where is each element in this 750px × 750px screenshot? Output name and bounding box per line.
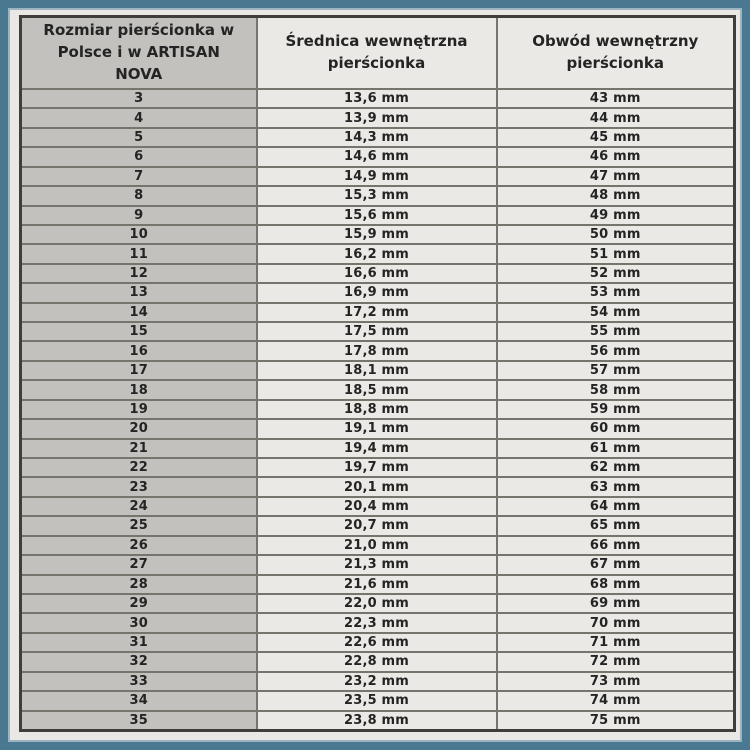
ring-size-cell: 28 <box>21 575 257 594</box>
ring-size-cell: 7 <box>21 167 257 186</box>
ring-size-cell: 17 <box>21 361 257 380</box>
circumference-cell: 47 mm <box>497 167 735 186</box>
header-inner-circumference: Obwód wewnętrzny pierścionka <box>497 17 735 90</box>
ring-size-cell: 15 <box>21 322 257 341</box>
table-row <box>21 89 735 108</box>
ring-size-cell: 26 <box>21 536 257 555</box>
ring-size-cell: 32 <box>21 652 257 671</box>
circumference-cell: 46 mm <box>497 147 735 166</box>
ring-size-cell: 11 <box>21 244 257 263</box>
table-row <box>21 497 735 516</box>
circumference-cell: 44 mm <box>497 108 735 127</box>
table-row <box>21 477 735 496</box>
table-row <box>21 419 735 438</box>
diameter-cell: 14,6 mm <box>257 147 497 166</box>
diameter-cell: 21,0 mm <box>257 536 497 555</box>
circumference-cell: 75 mm <box>497 711 735 731</box>
circumference-cell: 68 mm <box>497 575 735 594</box>
ring-size-cell: 18 <box>21 380 257 399</box>
table-row <box>21 691 735 710</box>
diameter-cell: 16,9 mm <box>257 283 497 302</box>
ring-size-cell: 4 <box>21 108 257 127</box>
table-row <box>21 186 735 205</box>
diameter-cell: 16,6 mm <box>257 264 497 283</box>
ring-size-cell: 25 <box>21 516 257 535</box>
ring-size-cell: 20 <box>21 419 257 438</box>
diameter-cell: 18,1 mm <box>257 361 497 380</box>
table-row <box>21 536 735 555</box>
diameter-cell: 23,2 mm <box>257 672 497 691</box>
circumference-cell: 72 mm <box>497 652 735 671</box>
diameter-cell: 16,2 mm <box>257 244 497 263</box>
table-row <box>21 652 735 671</box>
table-row <box>21 613 735 632</box>
diameter-cell: 22,0 mm <box>257 594 497 613</box>
ring-size-cell: 9 <box>21 206 257 225</box>
table-row <box>21 439 735 458</box>
circumference-cell: 51 mm <box>497 244 735 263</box>
circumference-cell: 56 mm <box>497 341 735 360</box>
ring-size-cell: 23 <box>21 477 257 496</box>
table-row <box>21 458 735 477</box>
diameter-cell: 15,3 mm <box>257 186 497 205</box>
circumference-cell: 64 mm <box>497 497 735 516</box>
circumference-cell: 67 mm <box>497 555 735 574</box>
circumference-cell: 59 mm <box>497 400 735 419</box>
diameter-cell: 21,6 mm <box>257 575 497 594</box>
table-row <box>21 711 735 731</box>
diameter-cell: 17,5 mm <box>257 322 497 341</box>
ring-size-cell: 22 <box>21 458 257 477</box>
table-row <box>21 167 735 186</box>
ring-size-cell: 19 <box>21 400 257 419</box>
diameter-cell: 19,7 mm <box>257 458 497 477</box>
diameter-cell: 13,6 mm <box>257 89 497 108</box>
circumference-cell: 57 mm <box>497 361 735 380</box>
circumference-cell: 70 mm <box>497 613 735 632</box>
circumference-cell: 61 mm <box>497 439 735 458</box>
ring-size-cell: 30 <box>21 613 257 632</box>
diameter-cell: 22,8 mm <box>257 652 497 671</box>
diameter-cell: 20,7 mm <box>257 516 497 535</box>
header-inner-diameter: Średnica wewnętrzna pierścionka <box>257 17 497 90</box>
ring-size-cell: 6 <box>21 147 257 166</box>
diameter-cell: 18,5 mm <box>257 380 497 399</box>
diameter-cell: 22,6 mm <box>257 633 497 652</box>
table-row <box>21 283 735 302</box>
circumference-cell: 66 mm <box>497 536 735 555</box>
diameter-cell: 23,8 mm <box>257 711 497 731</box>
ring-size-cell: 27 <box>21 555 257 574</box>
circumference-cell: 45 mm <box>497 128 735 147</box>
diameter-cell: 18,8 mm <box>257 400 497 419</box>
table-row <box>21 361 735 380</box>
ring-size-cell: 16 <box>21 341 257 360</box>
diameter-cell: 21,3 mm <box>257 555 497 574</box>
ring-size-cell: 33 <box>21 672 257 691</box>
table-row <box>21 147 735 166</box>
circumference-cell: 49 mm <box>497 206 735 225</box>
circumference-cell: 65 mm <box>497 516 735 535</box>
diameter-cell: 19,1 mm <box>257 419 497 438</box>
ring-size-cell: 21 <box>21 439 257 458</box>
ring-size-cell: 10 <box>21 225 257 244</box>
table-row <box>21 555 735 574</box>
table-row <box>21 206 735 225</box>
table-row <box>21 322 735 341</box>
table-row <box>21 516 735 535</box>
diameter-cell: 20,4 mm <box>257 497 497 516</box>
circumference-cell: 69 mm <box>497 594 735 613</box>
circumference-cell: 74 mm <box>497 691 735 710</box>
table-row <box>21 108 735 127</box>
diameter-cell: 19,4 mm <box>257 439 497 458</box>
circumference-cell: 63 mm <box>497 477 735 496</box>
circumference-cell: 73 mm <box>497 672 735 691</box>
circumference-cell: 52 mm <box>497 264 735 283</box>
diameter-cell: 14,9 mm <box>257 167 497 186</box>
diameter-cell: 14,3 mm <box>257 128 497 147</box>
table-row <box>21 128 735 147</box>
circumference-cell: 71 mm <box>497 633 735 652</box>
circumference-cell: 53 mm <box>497 283 735 302</box>
diameter-cell: 23,5 mm <box>257 691 497 710</box>
ring-size-cell: 29 <box>21 594 257 613</box>
table-row <box>21 225 735 244</box>
table-row <box>21 341 735 360</box>
table-row <box>21 264 735 283</box>
ring-size-cell: 34 <box>21 691 257 710</box>
table-row <box>21 633 735 652</box>
diameter-cell: 15,6 mm <box>257 206 497 225</box>
diameter-cell: 17,2 mm <box>257 303 497 322</box>
table-row <box>21 303 735 322</box>
table-body <box>21 89 735 731</box>
diameter-cell: 15,9 mm <box>257 225 497 244</box>
table-row <box>21 400 735 419</box>
ring-size-cell: 14 <box>21 303 257 322</box>
circumference-cell: 43 mm <box>497 89 735 108</box>
circumference-cell: 54 mm <box>497 303 735 322</box>
ring-size-cell: 12 <box>21 264 257 283</box>
ring-size-cell: 8 <box>21 186 257 205</box>
inner-panel <box>10 10 740 740</box>
header-row <box>21 17 735 90</box>
diameter-cell: 20,1 mm <box>257 477 497 496</box>
circumference-cell: 58 mm <box>497 380 735 399</box>
table-row <box>21 575 735 594</box>
table-row <box>21 672 735 691</box>
circumference-cell: 48 mm <box>497 186 735 205</box>
header-ring-size-poland: Rozmiar pierścionka w Polsce i w ARTISAN NOVA <box>21 17 257 90</box>
circumference-cell: 50 mm <box>497 225 735 244</box>
ring-size-cell: 3 <box>21 89 257 108</box>
ring-size-cell: 24 <box>21 497 257 516</box>
table-row <box>21 380 735 399</box>
circumference-cell: 55 mm <box>497 322 735 341</box>
diameter-cell: 13,9 mm <box>257 108 497 127</box>
diameter-cell: 17,8 mm <box>257 341 497 360</box>
ring-size-table <box>19 15 736 732</box>
ring-size-cell: 13 <box>21 283 257 302</box>
table-row <box>21 244 735 263</box>
ring-size-cell: 5 <box>21 128 257 147</box>
circumference-cell: 62 mm <box>497 458 735 477</box>
diameter-cell: 22,3 mm <box>257 613 497 632</box>
circumference-cell: 60 mm <box>497 419 735 438</box>
table-row <box>21 594 735 613</box>
ring-size-cell: 31 <box>21 633 257 652</box>
table-header <box>21 17 735 90</box>
ring-size-cell: 35 <box>21 711 257 731</box>
